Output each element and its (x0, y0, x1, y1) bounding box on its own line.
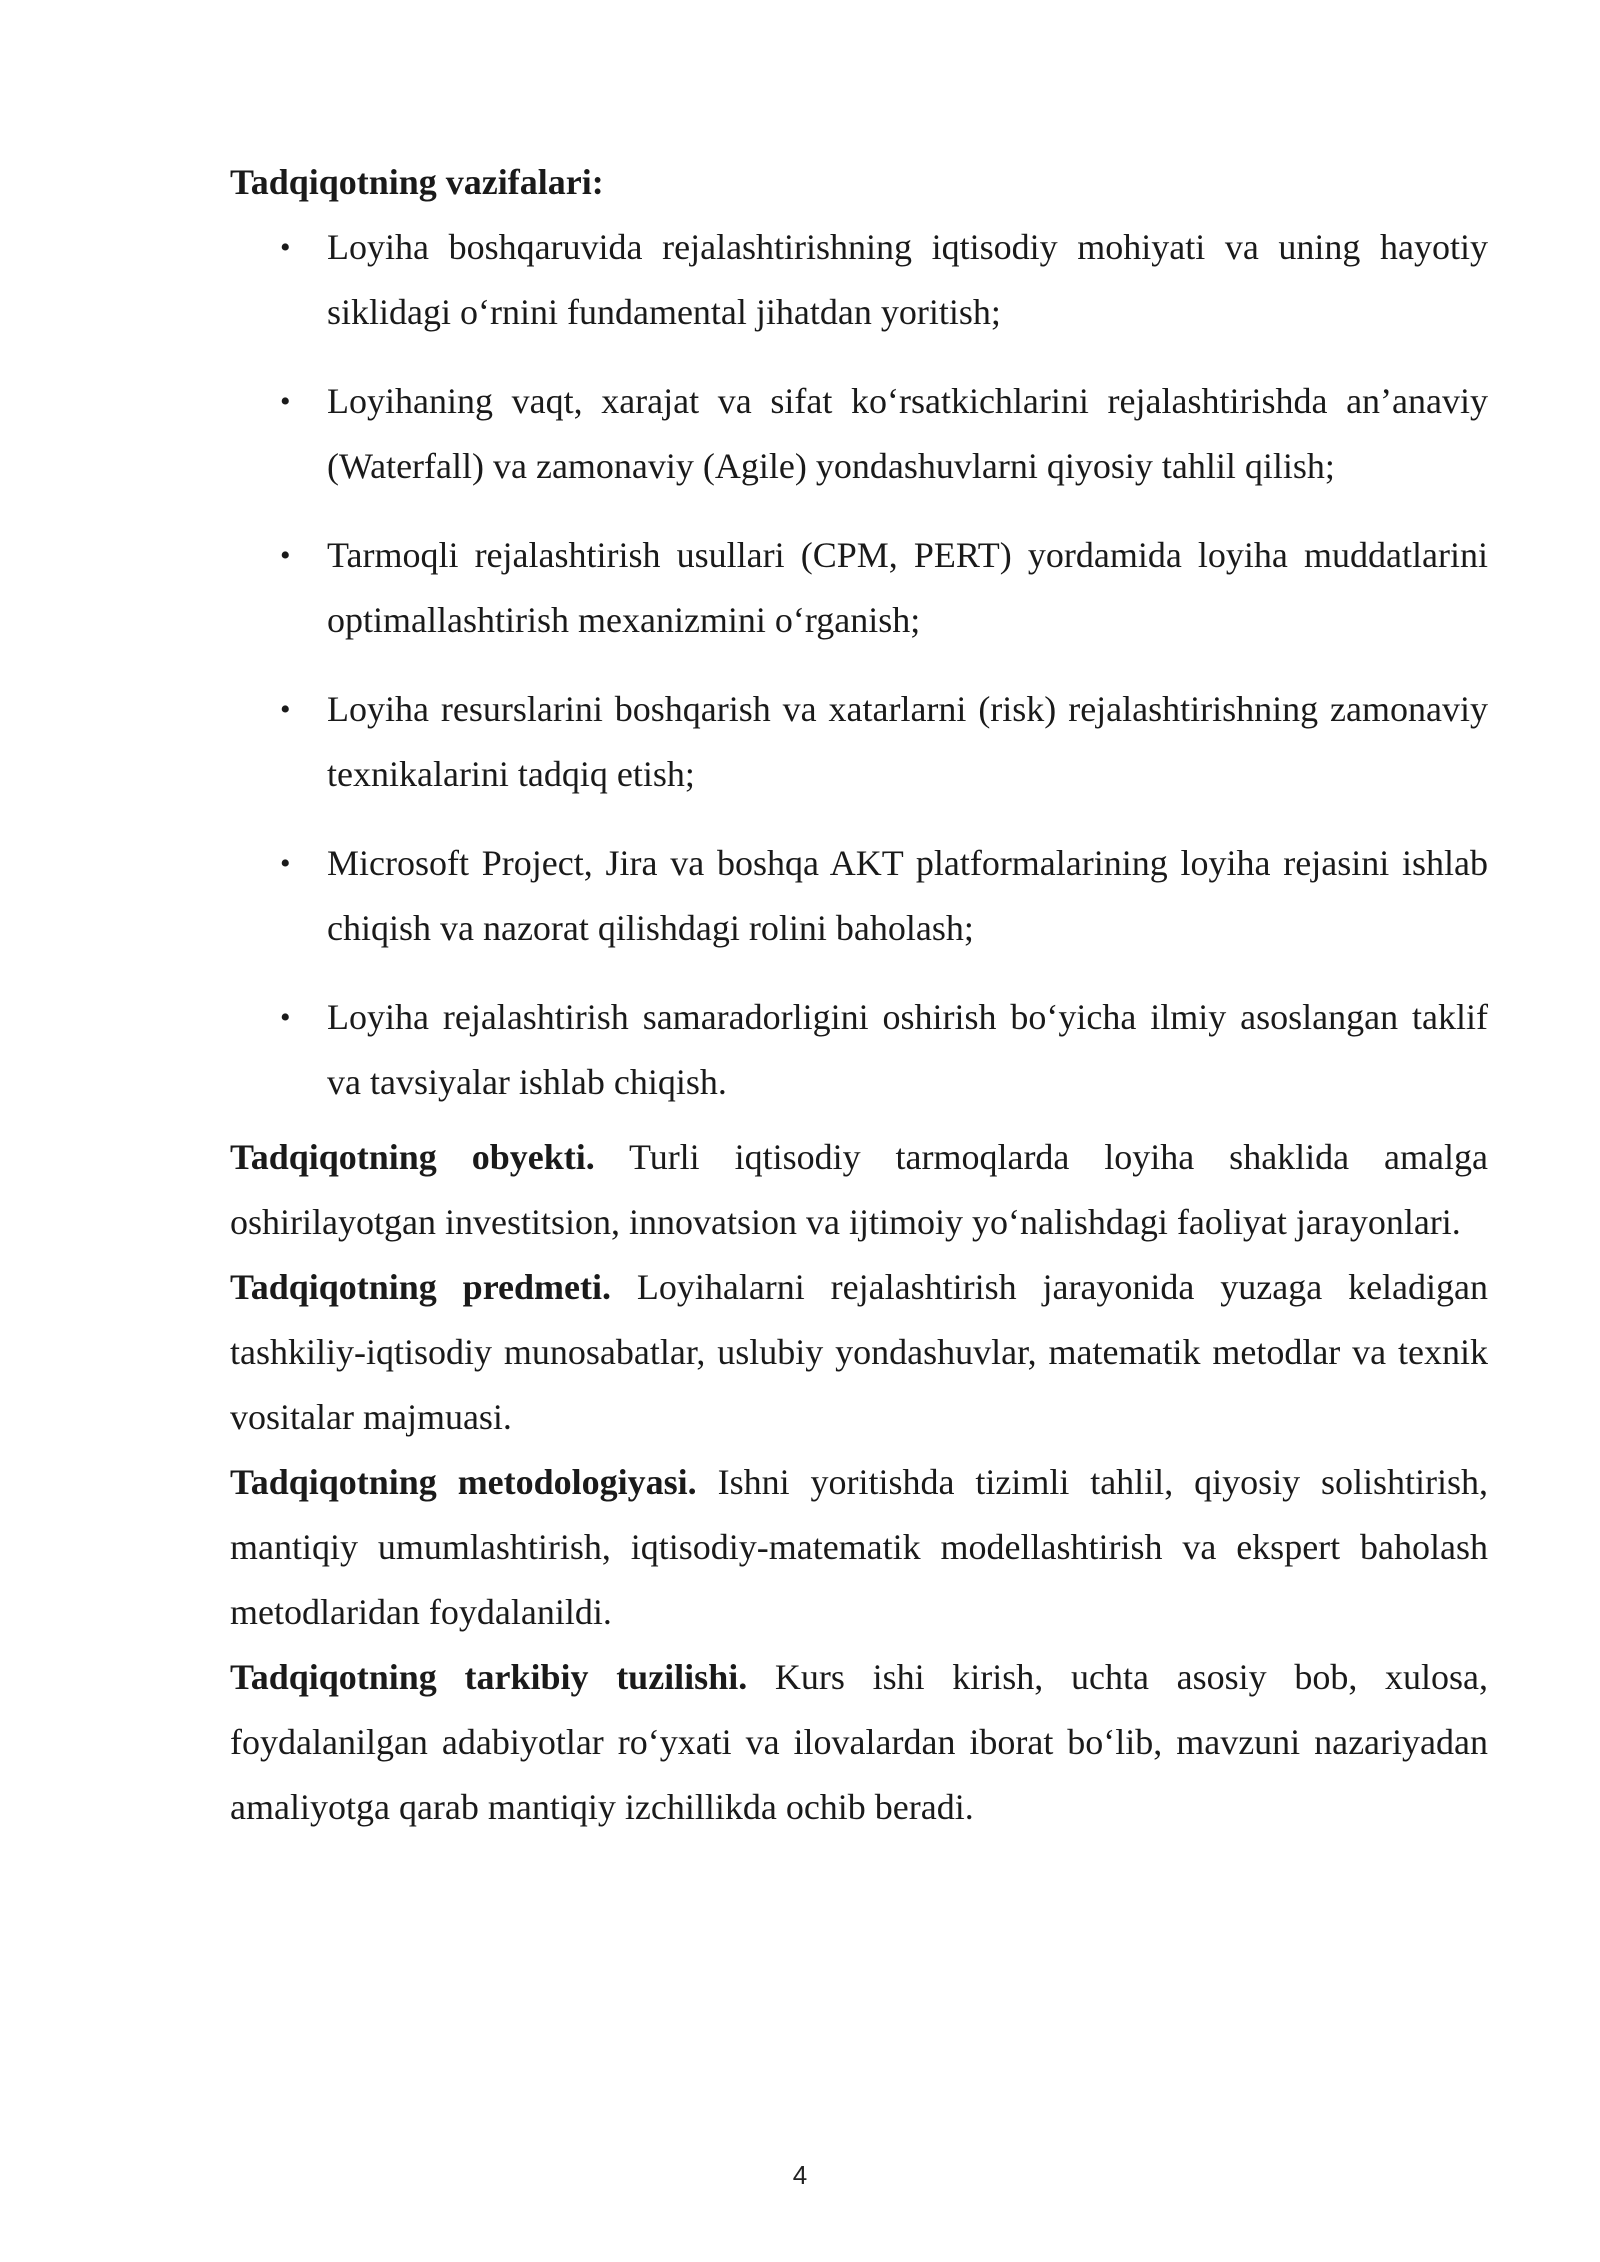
list-item (230, 831, 1488, 961)
bullet-icon: • (280, 539, 291, 572)
methodology-label: Tadqiqotning metodologiyasi. (230, 1462, 697, 1502)
tasks-heading: Tadqiqotning vazifalari: (230, 162, 604, 202)
methodology-paragraph (230, 1450, 1488, 1645)
object-label: Tadqiqotning obyekti. (230, 1137, 595, 1177)
list-item (230, 215, 1488, 345)
task-text: Loyiha rejalashtirish samaradorligini oshirish bo‘yicha ilmiy asoslangan taklif va tavsiyalar ishlab chiqish. (327, 997, 1488, 1102)
bullet-icon: • (280, 385, 291, 418)
bullet-icon: • (280, 847, 291, 880)
subject-label: Tadqiqotning predmeti. (230, 1267, 611, 1307)
subject-paragraph (230, 1255, 1488, 1450)
page-number: 4 (792, 2160, 808, 2190)
structure-text: Kurs ishi kirish, uchta asosiy bob, xulosa, foydalanilgan adabiyotlar ro‘yxati va ilovalardan iborat bo‘lib, mavzuni nazariyadan amaliyotga qarab mantiqiy izchillikda ochib beradi. (230, 1657, 1488, 1827)
bullet-icon: • (280, 231, 291, 264)
list-item (230, 369, 1488, 499)
list-item (230, 677, 1488, 807)
object-paragraph (230, 1125, 1488, 1255)
list-item (230, 985, 1488, 1115)
tasks-list (230, 215, 1488, 1115)
task-text: Loyihaning vaqt, xarajat va sifat ko‘rsatkichlarini rejalashtirishda an’anaviy (Waterfall) va zamonaviy (Agile) yondashuvlarni qiyosiy tahlil qilish; (327, 381, 1488, 486)
structure-paragraph (230, 1645, 1488, 1840)
bullet-icon: • (280, 1001, 291, 1034)
task-text: Tarmoqli rejalashtirish usullari (CPM, PERT) yordamida loyiha muddatlarini optimallashtirish mexanizmini o‘rganish; (327, 535, 1488, 640)
list-item (230, 523, 1488, 653)
task-text: Microsoft Project, Jira va boshqa AKT platformalarining loyiha rejasini ishlab chiqish va nazorat qilishdagi rolini baholash; (327, 843, 1488, 948)
structure-label: Tadqiqotning tarkibiy tuzilishi. (230, 1657, 748, 1697)
task-text: Loyiha boshqaruvida rejalashtirishning iqtisodiy mohiyati va uning hayotiy siklidagi o‘rnini fundamental jihatdan yoritish; (327, 227, 1488, 332)
bullet-icon: • (280, 693, 291, 726)
document-page (230, 150, 1488, 1840)
task-text: Loyiha resurslarini boshqarish va xatarlarni (risk) rejalashtirishning zamonaviy texnikalarini tadqiq etish; (327, 689, 1488, 794)
subject-text: Loyihalarni rejalashtirish jarayonida yuzaga keladigan tashkiliy-iqtisodiy munosabatlar, uslubiy yondashuvlar, matematik metodlar va texnik vositalar majmuasi. (230, 1267, 1489, 1437)
object-text: Turli iqtisodiy tarmoqlarda loyiha shaklida amalga oshirilayotgan investitsion, innovatsion va ijtimoiy yo‘nalishdagi faoliyat jarayonlari. (230, 1137, 1488, 1242)
methodology-text: Ishni yoritishda tizimli tahlil, qiyosiy solishtirish, mantiqiy umumlashtirish, iqtisodiy-matematik modellashtirish va ekspert baholash metodlaridan foydalanildi. (230, 1462, 1488, 1632)
